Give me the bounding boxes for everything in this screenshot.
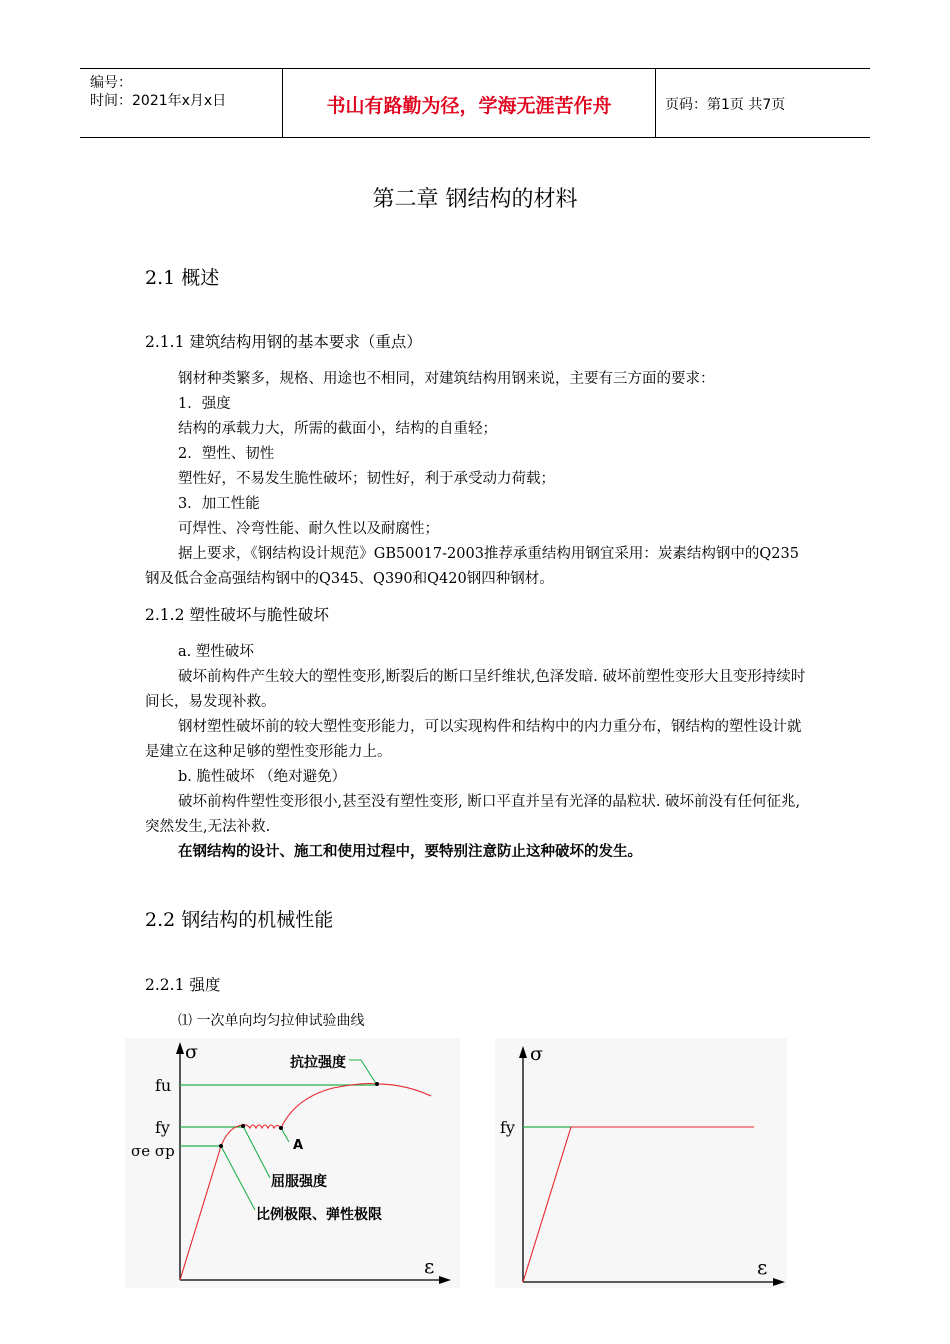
time-label: 时间：2021年x月x日 xyxy=(90,93,227,109)
label-fy: fy xyxy=(155,1118,170,1137)
item-plasticity: 2．塑性、韧性 xyxy=(178,446,275,462)
paragraph-plastic-2: 钢材塑性破坏前的较大塑性变形能力，可以实现构件和结构中的内力重分布，钢结构的塑性设计就是建立在这种足够的塑性变形能力上。 xyxy=(145,719,802,760)
point-limit xyxy=(219,1144,223,1148)
header-page-cell xyxy=(656,69,870,137)
y-axis-label: σ xyxy=(185,1041,198,1063)
page-label: 页码：第1页 共7页 xyxy=(665,97,786,113)
item-plasticity-desc: 塑性好，不易发生脆性破坏；韧性好，利于承受动力荷载； xyxy=(178,471,555,487)
header-motto-cell xyxy=(283,69,656,137)
label-yield-strength: 屈服强度 xyxy=(271,1174,327,1190)
header-meta-cell xyxy=(80,69,283,137)
figure-background xyxy=(125,1038,460,1288)
section-heading-2-2-1: 2.2.1 强度 xyxy=(145,976,221,994)
motto: 书山有路勤为径，学海无涯苦作舟 xyxy=(326,95,612,117)
section-heading-2-1: 2.1 概述 xyxy=(145,267,220,289)
chapter-title: 第二章 钢结构的材料 xyxy=(372,187,578,212)
stress-strain-figure-right xyxy=(495,1038,787,1288)
label-plastic-failure: a. 塑性破坏 xyxy=(178,644,254,660)
section-heading-2-1-1: 2.1.1 建筑结构用钢的基本要求（重点） xyxy=(145,333,422,351)
label-point-a: A xyxy=(293,1138,304,1153)
label-sigma-e-p: σe σp xyxy=(131,1142,175,1160)
item-processing-desc: 可焊性、冷弯性能、耐久性以及耐腐性； xyxy=(178,521,439,537)
x-axis-label: ε xyxy=(424,1254,435,1278)
figure-background xyxy=(495,1038,787,1288)
label-brittle-failure: b. 脆性破坏 （绝对避免） xyxy=(178,769,347,785)
label-fu: fu xyxy=(155,1076,172,1095)
header-table xyxy=(80,68,870,138)
point-a xyxy=(279,1126,283,1130)
stress-strain-figure-left xyxy=(125,1038,460,1288)
item-strength: 1．强度 xyxy=(178,396,231,412)
label-proportional-elastic-limit: 比例极限、弹性极限 xyxy=(256,1207,382,1223)
point-yield xyxy=(241,1124,245,1128)
y-axis-label: σ xyxy=(530,1043,543,1065)
x-axis-label: ε xyxy=(757,1255,768,1279)
label-tensile-strength: 抗拉强度 xyxy=(290,1055,346,1071)
item-strength-desc: 结构的承载力大，所需的截面小，结构的自重轻； xyxy=(178,421,497,437)
number-label: 编号： xyxy=(90,75,132,91)
label-fy: fy xyxy=(500,1118,515,1137)
section-heading-2-1-2: 2.1.2 塑性破坏与脆性破坏 xyxy=(145,606,329,624)
paragraph-brittle-1: 破坏前构件塑性变形很小,甚至没有塑性变形, 断口平直并呈有光泽的晶粒状. 破坏前没有任何征兆,突然发生,无法补救. xyxy=(145,794,801,835)
paragraph-code-recommendation: 据上要求，《钢结构设计规范》GB50017-2003推荐承重结构用钢宜采用：炭素结构钢中的Q235钢及低合金高强结构钢中的Q345、Q390和Q420钢四种钢材。 xyxy=(145,546,799,587)
paragraph-intro: 钢材种类繁多，规格、用途也不相同，对建筑结构用钢来说，主要有三方面的要求： xyxy=(178,371,715,387)
item-tension-test: ⑴ 一次单向均匀拉伸试验曲线 xyxy=(178,1013,365,1029)
section-heading-2-2: 2.2 钢结构的机械性能 xyxy=(145,909,334,931)
item-processing: 3．加工性能 xyxy=(178,496,260,512)
paragraph-plastic-1: 破坏前构件产生较大的塑性变形,断裂后的断口呈纤维状,色泽发暗. 破坏前塑性变形大且变形持续时间长，易发现补救。 xyxy=(145,669,806,710)
paragraph-brittle-warning: 在钢结构的设计、施工和使用过程中，要特别注意防止这种破坏的发生。 xyxy=(178,844,642,860)
point-tensile xyxy=(375,1082,379,1086)
